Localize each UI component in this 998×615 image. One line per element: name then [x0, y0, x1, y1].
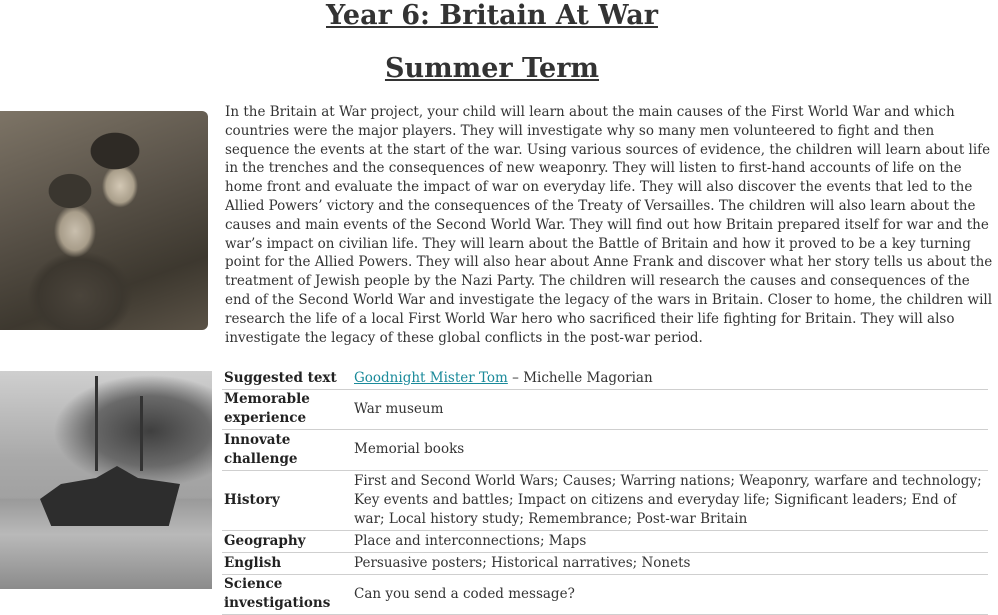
row-label: History	[222, 470, 350, 530]
table-row	[222, 429, 988, 470]
row-label: Memorable experience	[222, 389, 350, 429]
term-subtitle: Summer Term	[384, 53, 600, 84]
row-value: Can you send a coded message?	[350, 574, 988, 614]
row-value: Place and interconnections; Maps	[350, 530, 988, 552]
row-label: Innovate challenge	[222, 429, 350, 470]
row-value: Persuasive posters; Historical narratives; Nonets	[350, 552, 988, 574]
row-value: Memorial books	[350, 429, 988, 470]
intro-paragraph: In the Britain at War project, your child will learn about the main causes of the First World War and which countries were the major players. They will investigate why so many men volunteered to fight and then sequence the events at the start of the war. Using various sources of evidence, the children will learn about life in the trenches and the consequences of new weaponry. They will listen to first-hand accounts of life on the home front and evaluate the impact of war on everyday life. They will also discover the events that led to the Allied Powers’ victory and the consequences of the Treaty of Versailles. The children will also learn about the causes and main events of the Second World War. They will find out how Britain prepared itself for war and the war’s impact on civilian life. They will learn about the Battle of Britain and how it proved to be a key turning point for the Allied Powers. They will also hear about Anne Frank and discover what her story tells us about the treatment of Jewish people by the Nazi Party. The children will research the causes and consequences of the end of the Second World War and investigate the legacy of the wars in Britain. Closer to home, the children will research the life of a local First World War hero who sacrificed their life fighting for Britain. They will also investigate the legacy of these global conflicts in the post-war period.	[225, 104, 993, 346]
page-title: Year 6: Britain At War	[326, 0, 658, 31]
row-label: English	[222, 552, 350, 574]
row-value	[350, 368, 988, 389]
table-row	[222, 389, 988, 429]
table-row	[222, 574, 988, 614]
battleship-mast	[140, 396, 143, 471]
table-row	[222, 368, 988, 389]
battleship-hull	[40, 466, 180, 526]
row-label: Suggested text	[222, 368, 350, 389]
row-label: Geography	[222, 530, 350, 552]
row-value: War museum	[350, 389, 988, 429]
battleship-photo	[0, 371, 212, 589]
table-row	[222, 552, 988, 574]
curriculum-table	[222, 368, 988, 615]
row-value: First and Second World Wars; Causes; Warring nations; Weaponry, warfare and technology; Key events and battles; Impact on citizens and everyday life; Significant leaders; End of war; Local history study; Remembrance; Post-war Britain	[350, 470, 988, 530]
battleship-mast	[95, 376, 98, 471]
table-row	[222, 530, 988, 552]
row-label: Science investigations	[222, 574, 350, 614]
book-author: – Michelle Magorian	[507, 369, 653, 386]
table-row	[222, 470, 988, 530]
book-link[interactable]: Goodnight Mister Tom	[354, 369, 508, 386]
soldiers-photo	[0, 111, 208, 330]
